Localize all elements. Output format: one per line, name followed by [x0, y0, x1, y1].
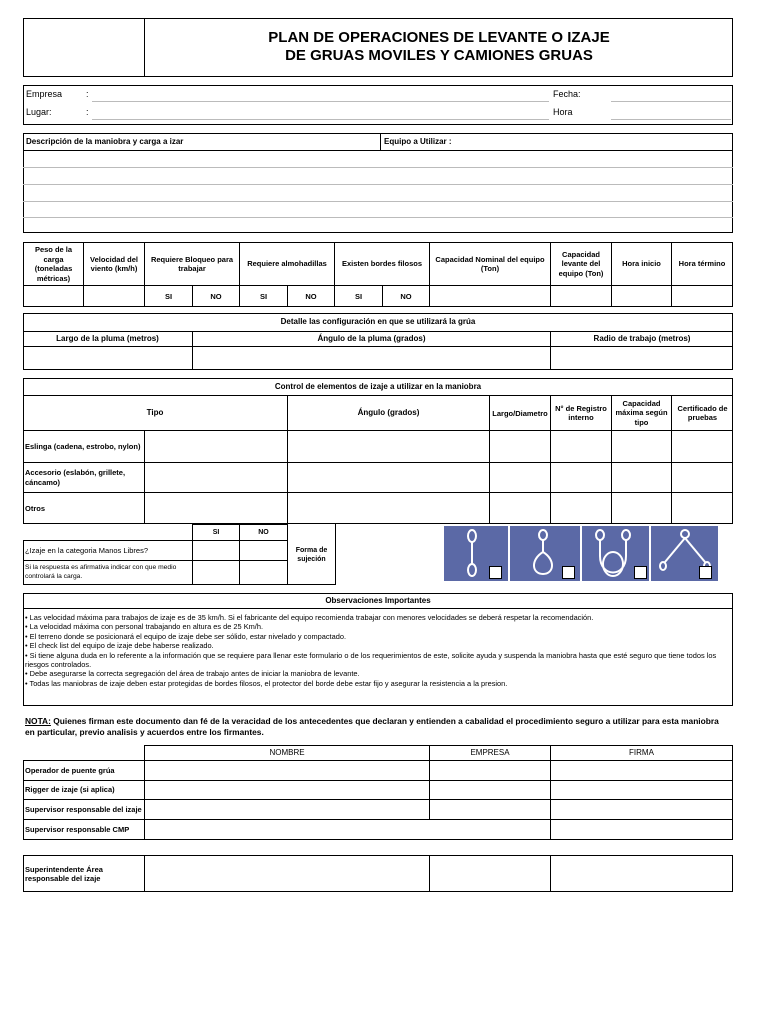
hora-label: Hora [553, 107, 573, 117]
capacidad-nominal-header: Capacidad Nominal del equipo (Ton) [435, 254, 545, 273]
sling-checkbox[interactable] [562, 566, 575, 579]
description-divider [380, 133, 381, 150]
super-col-line [429, 855, 430, 892]
tipo-header: Tipo [146, 408, 164, 417]
super-col-line [550, 855, 551, 892]
supervisor-izaje-label: Supervisor responsable del izaje [25, 805, 142, 814]
certificado-header: Certificado de pruebas [677, 403, 728, 422]
empresa-field[interactable] [92, 101, 549, 102]
nota-text: Quienes firman este documento dan fé de la veracidad de los antecedentes que declaran y entienden a cabalidad el procedimiento seguro a utilizar para esta maniobra en particular, previo analisis y acuerdos entre los firmantes. [25, 716, 719, 737]
manos-libres-si[interactable]: SI [212, 528, 220, 536]
superintendente-label: Superintendente Área responsable del izaje [25, 864, 103, 883]
observacion-item: • Todas las maniobras de izaje deben estar protegidas de bordes filosos, el protector del borde debe estar fijo y asegurar la resistencia a la presion. [25, 678, 508, 688]
control-col-line [144, 430, 145, 524]
desc-line-3[interactable] [23, 184, 733, 185]
otros-label: Otros [25, 503, 46, 513]
bloqueo-si[interactable]: SI [164, 291, 173, 301]
largo-pluma-header: Largo de la pluma (metros) [56, 334, 159, 343]
fecha-field[interactable] [611, 101, 731, 102]
firma-header: FIRMA [629, 748, 654, 757]
logo-cell-divider [144, 18, 145, 77]
almohadillas-no[interactable]: NO [305, 291, 317, 301]
almohadillas-header: Requiere almohadillas [247, 259, 327, 268]
hora-inicio-header: Hora inicio [622, 259, 661, 268]
observacion-item: • Debe asegurarse la correcta segregación del área de trabajo antes de iniciar la maniobra de levante. [25, 669, 360, 679]
ml-col-line [23, 540, 24, 584]
desc-line-2[interactable] [23, 167, 733, 168]
bordes-header: Existen bordes filosos [341, 259, 423, 268]
desc-line-4[interactable] [23, 201, 733, 202]
description-box [23, 133, 733, 233]
observacion-item: • Si tiene alguna duda en lo referente a la información que se requiere para llenar este formulario o de los requerimientos de este, solicite ayuda y suspenda la maniobra hasta que esté seguro que tiene todos los riesgos controlados. [25, 650, 717, 670]
registro-header: N° de Registro interno [555, 403, 607, 422]
observacion-item: • Las velocidad máxima para trabajos de izaje es de 35 km/h. Si el fabricante del equipo recomienda trabajar con menores velocidades se deberá respetar la recomendación. [25, 613, 594, 622]
largo-header: Largo/Diametro [492, 408, 548, 418]
ml-line [287, 584, 336, 585]
super-col-line [144, 855, 145, 892]
manos-libres-question: ¿Izaje en la categoria Manos Libres? [25, 545, 148, 555]
angulo-header: Ángulo (grados) [357, 408, 420, 417]
bordes-no[interactable]: NO [400, 291, 412, 301]
choker-hitch-icon [510, 526, 580, 581]
fecha-label: Fecha: [553, 89, 581, 99]
config-line [23, 346, 733, 347]
equipo-label: Equipo a Utilizar : [384, 137, 452, 146]
supervisor-cmp-label: Supervisor responsable CMP [25, 824, 130, 834]
hora-field[interactable] [611, 119, 731, 120]
nota-label: NOTA: [25, 716, 51, 726]
eslinga-label: Eslinga (cadena, estrobo, nylon) [25, 441, 141, 451]
sling-checkbox[interactable] [699, 566, 712, 579]
config-title: Detalle las configuración en que se utilizará la grúa [280, 317, 476, 326]
observacion-item: • La velocidad máxima con personal trabajando en altura es de 25 Km/h. [25, 622, 263, 632]
nota-paragraph [25, 716, 730, 738]
observacion-item: • El terreno donde se posicionará el equipo de izaje debe ser sólido, estar nivelado y compactado. [25, 631, 346, 641]
sig-col-line [23, 760, 24, 839]
radio-trabajo-header: Radio de trabajo (metros) [593, 334, 691, 343]
sig-line [23, 839, 733, 840]
peso-header: Peso de la carga (toneladas métricas) [34, 245, 73, 283]
two-leg-bridle-icon [651, 526, 718, 581]
accesorio-label: Accesorio (eslabón, grillete, cáncamo) [25, 468, 126, 487]
desc-line-1 [23, 150, 733, 151]
forma-sujecion-label: Forma de sujeción [295, 546, 328, 563]
bloqueo-header: Requiere Bloqueo para trabajar [150, 254, 234, 273]
title-line-2: DE GRUAS MOVILES Y CAMIONES GRUAS [285, 47, 593, 64]
empresa-label: Empresa [26, 89, 63, 99]
observacion-item: • El check list del equipo de izaje debe haberse realizado. [25, 641, 214, 651]
basket-hitch-icon [582, 526, 649, 581]
bloqueo-no[interactable]: NO [210, 291, 222, 301]
lugar-colon: : [86, 107, 89, 117]
sig-col-line [732, 745, 733, 839]
capacidad-levante-header: Capacidad levante del equipo (Ton) [558, 249, 604, 278]
sling-checkbox[interactable] [634, 566, 647, 579]
hora-termino-header: Hora término [678, 259, 726, 268]
nombre-header: NOMBRE [269, 748, 305, 757]
desc-line-5[interactable] [23, 217, 733, 218]
afirmativa-note: Si la respuesta es afirmativa indicar con que medio controlará la carga. [25, 564, 177, 580]
rigger-label: Rigger de izaje (si aplica) [25, 785, 115, 794]
almohadillas-si[interactable]: SI [259, 291, 268, 301]
observaciones-title: Observaciones Importantes [325, 595, 431, 605]
bordes-si[interactable]: SI [354, 291, 363, 301]
empresa-header: EMPRESA [470, 748, 510, 757]
operador-label: Operador de puente grúa [25, 765, 115, 775]
lugar-label: Lugar: [26, 107, 52, 117]
control-title: Control de elementos de izaje a utilizar en la maniobra [274, 381, 482, 391]
empresa-colon: : [86, 89, 89, 99]
title-line-1: PLAN DE OPERACIONES DE LEVANTE O IZAJE [268, 29, 610, 46]
description-label: Descripción de la maniobra y carga a izar [26, 137, 184, 146]
velocidad-header: Velocidad del viento (km/h) [90, 254, 138, 273]
manos-libres-no[interactable]: NO [258, 528, 269, 536]
sling-checkbox[interactable] [489, 566, 502, 579]
ml-line [23, 584, 288, 585]
observaciones-list [25, 613, 730, 688]
observaciones-line [23, 608, 733, 609]
single-leg-sling-icon [444, 526, 508, 581]
ml-col-line [335, 524, 336, 585]
angulo-pluma-header: Ángulo de la pluma (grados) [317, 334, 426, 343]
lugar-field[interactable] [92, 119, 549, 120]
capacidad-header: Capacidad máxima según tipo [615, 398, 668, 427]
